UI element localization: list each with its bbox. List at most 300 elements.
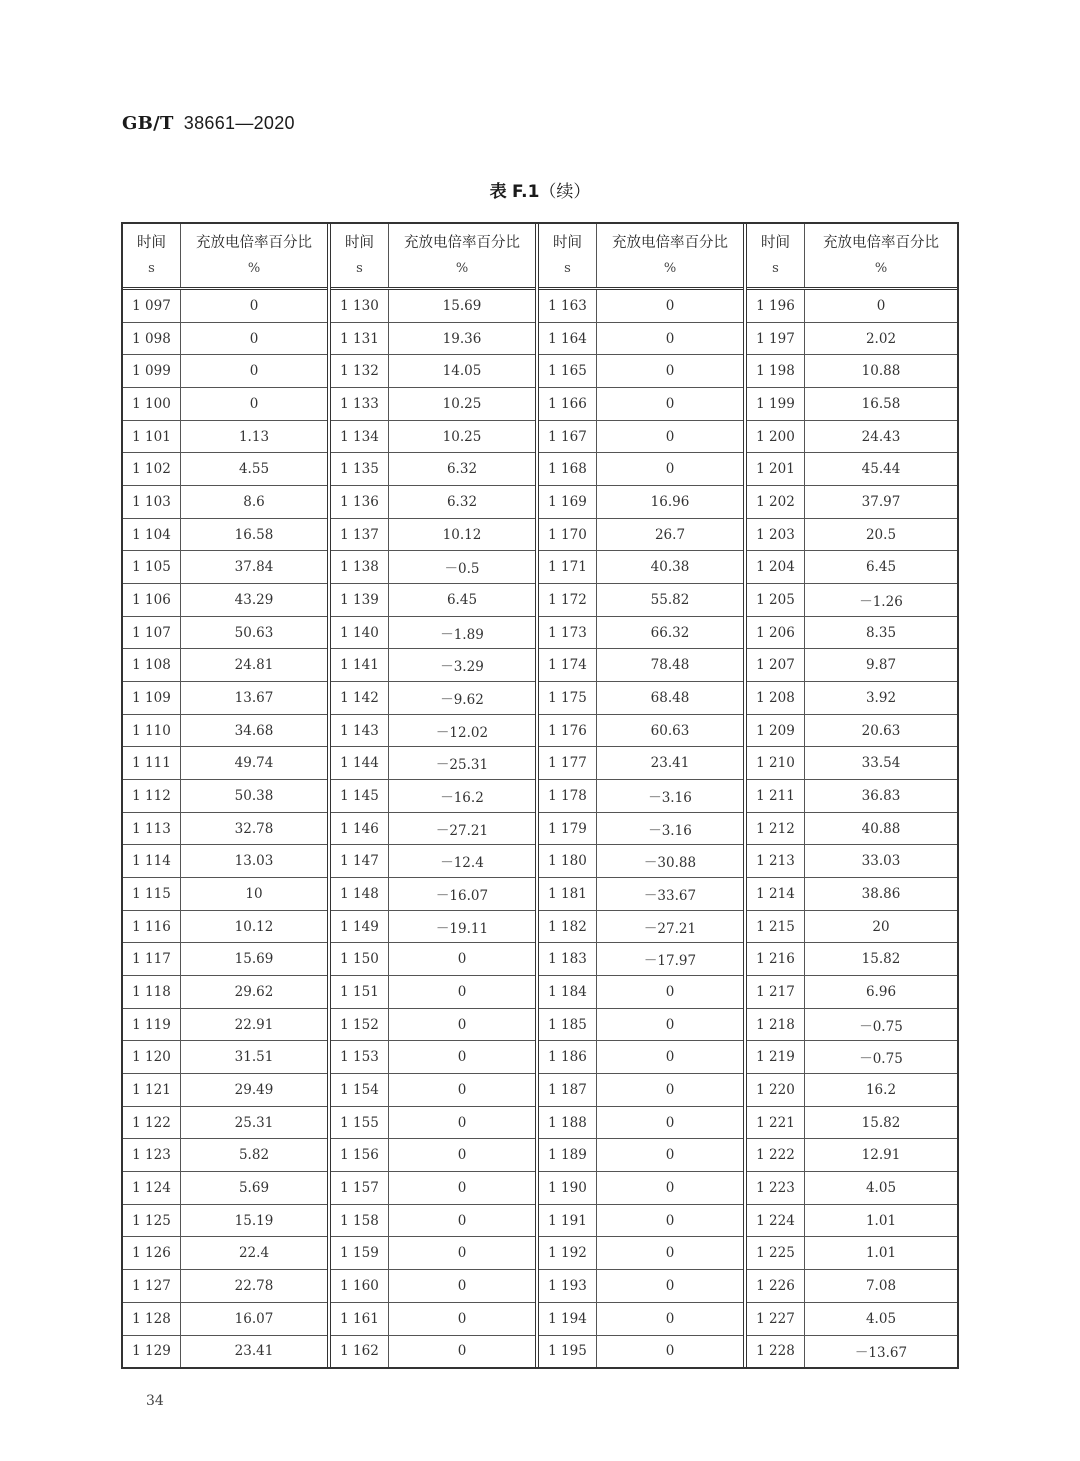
- time-header-label: 时间: [553, 234, 582, 251]
- table-row: [539, 290, 743, 323]
- table-row: [331, 1303, 535, 1336]
- time-cell: 1 158: [331, 1205, 389, 1237]
- column-group-4: [747, 224, 957, 1367]
- rate-cell: 0: [457, 1212, 467, 1229]
- rate-cell: －12.4: [440, 855, 484, 872]
- standard-code: GB/T: [122, 113, 174, 134]
- time-cell: 1 148: [331, 878, 389, 910]
- table-row: [539, 1009, 743, 1042]
- table-row: [747, 813, 957, 846]
- time-cell: 1 227: [747, 1303, 805, 1335]
- rate-cell: 49.74: [234, 755, 274, 772]
- rate-cell: 0: [665, 428, 675, 445]
- table-row: [331, 388, 535, 421]
- column-group-2: [331, 224, 539, 1367]
- rate-cell: 60.63: [650, 722, 690, 739]
- rate-cell: 0: [457, 1310, 467, 1327]
- rate-cell: －0.5: [444, 561, 480, 578]
- time-cell: 1 157: [331, 1172, 389, 1204]
- time-cell: 1 194: [539, 1303, 597, 1335]
- table-row: [331, 911, 535, 944]
- rate-cell: 0: [457, 1277, 467, 1294]
- time-cell: 1 154: [331, 1074, 389, 1106]
- rate-cell: －19.11: [435, 920, 489, 937]
- caption-label: 表: [489, 182, 507, 202]
- table-row: [123, 1172, 327, 1205]
- table-row: [123, 878, 327, 911]
- table-row: [747, 1205, 957, 1238]
- rate-cell: 0: [665, 1114, 675, 1131]
- time-cell: 1 187: [539, 1074, 597, 1106]
- time-cell: 1 169: [539, 486, 597, 518]
- time-cell: 1 171: [539, 551, 597, 583]
- time-cell: 1 110: [123, 715, 181, 747]
- rate-column-header: [181, 224, 327, 287]
- table-caption: [0, 177, 1080, 202]
- table-row: [539, 617, 743, 650]
- rate-cell: －1.26: [859, 593, 903, 610]
- table-row: [747, 1139, 957, 1172]
- table-row: [747, 715, 957, 748]
- rate-cell: －25.31: [435, 757, 489, 774]
- table-row: [539, 976, 743, 1009]
- rate-cell: 15.69: [234, 951, 274, 968]
- time-cell: 1 179: [539, 813, 597, 845]
- time-cell: 1 224: [747, 1205, 805, 1237]
- time-cell: 1 222: [747, 1139, 805, 1171]
- table-row: [331, 584, 535, 617]
- rate-cell: 40.88: [861, 820, 901, 837]
- table-row: [747, 1041, 957, 1074]
- time-cell: 1 207: [747, 649, 805, 681]
- time-cell: 1 211: [747, 780, 805, 812]
- time-cell: 1 216: [747, 943, 805, 975]
- table-row: [747, 421, 957, 454]
- table-row: [539, 421, 743, 454]
- table-row: [747, 911, 957, 944]
- table-row: [331, 355, 535, 388]
- time-cell: 1 149: [331, 911, 389, 943]
- rate-cell: 37.97: [861, 493, 901, 510]
- rate-cell: 10.12: [234, 918, 274, 935]
- table-row: [539, 1270, 743, 1303]
- rate-cell: －30.88: [643, 855, 697, 872]
- rate-cell: 0: [457, 1016, 467, 1033]
- rate-cell: 66.32: [650, 624, 690, 641]
- rate-cell: 37.84: [234, 559, 274, 576]
- rate-cell: 20.5: [865, 526, 897, 543]
- rate-cell: 0: [665, 330, 675, 347]
- time-cell: 1 202: [747, 486, 805, 518]
- rate-cell: 0: [665, 1179, 675, 1196]
- time-cell: 1 118: [123, 976, 181, 1008]
- table-header-row: [747, 224, 957, 290]
- time-cell: 1 112: [123, 780, 181, 812]
- time-cell: 1 209: [747, 715, 805, 747]
- table-row: [331, 1172, 535, 1205]
- time-cell: 1 129: [123, 1336, 181, 1368]
- table-row: [331, 813, 535, 846]
- rate-cell: 0: [249, 363, 259, 380]
- time-cell: 1 180: [539, 845, 597, 877]
- table-row: [123, 584, 327, 617]
- rate-cell: 0: [665, 1277, 675, 1294]
- time-cell: 1 220: [747, 1074, 805, 1106]
- rate-cell: 34.68: [234, 722, 274, 739]
- time-cell: 1 162: [331, 1336, 389, 1368]
- time-cell: 1 153: [331, 1041, 389, 1073]
- rate-header-unit: %: [663, 260, 677, 276]
- table-row: [747, 976, 957, 1009]
- rate-cell: 23.41: [650, 755, 690, 772]
- time-cell: 1 131: [331, 323, 389, 355]
- table-row: [747, 649, 957, 682]
- time-header-unit: s: [356, 260, 363, 276]
- table-row: [331, 878, 535, 911]
- rate-cell: 9.87: [865, 657, 897, 674]
- rate-cell: 14.05: [442, 363, 482, 380]
- rate-cell: 0: [249, 395, 259, 412]
- time-cell: 1 122: [123, 1107, 181, 1139]
- time-column-header: [539, 224, 597, 287]
- time-cell: 1 225: [747, 1237, 805, 1269]
- time-cell: 1 177: [539, 747, 597, 779]
- time-cell: 1 221: [747, 1107, 805, 1139]
- page-number: 34: [146, 1393, 164, 1409]
- rate-header-unit: %: [874, 260, 888, 276]
- rate-cell: －16.2: [440, 789, 484, 806]
- time-cell: 1 126: [123, 1237, 181, 1269]
- rate-cell: 10: [245, 885, 263, 902]
- time-cell: 1 117: [123, 943, 181, 975]
- time-cell: 1 191: [539, 1205, 597, 1237]
- rate-cell: 1.01: [865, 1245, 897, 1262]
- table-row: [747, 747, 957, 780]
- rate-cell: 0: [457, 1179, 467, 1196]
- rate-header-unit: %: [455, 260, 469, 276]
- rate-cell: 6.32: [446, 461, 478, 478]
- table-row: [123, 1074, 327, 1107]
- rate-cell: －9.62: [440, 691, 484, 708]
- rate-cell: 0: [249, 297, 259, 314]
- table-row: [539, 813, 743, 846]
- table-row: [539, 1107, 743, 1140]
- rate-cell: 22.78: [234, 1277, 274, 1294]
- time-cell: 1 134: [331, 421, 389, 453]
- table-row: [331, 453, 535, 486]
- rate-cell: 10.25: [442, 395, 482, 412]
- time-cell: 1 184: [539, 976, 597, 1008]
- time-cell: 1 116: [123, 911, 181, 943]
- time-cell: 1 139: [331, 584, 389, 616]
- time-cell: 1 215: [747, 911, 805, 943]
- table-row: [331, 780, 535, 813]
- rate-cell: 24.43: [861, 428, 901, 445]
- table-row: [331, 1270, 535, 1303]
- rate-cell: 7.08: [865, 1277, 897, 1294]
- time-cell: 1 114: [123, 845, 181, 877]
- time-cell: 1 181: [539, 878, 597, 910]
- time-cell: 1 101: [123, 421, 181, 453]
- rate-cell: －13.67: [854, 1345, 908, 1362]
- rate-cell: －16.07: [435, 887, 489, 904]
- table-row: [123, 323, 327, 356]
- rate-cell: 10.25: [442, 428, 482, 445]
- time-cell: 1 192: [539, 1237, 597, 1269]
- rate-cell: 0: [457, 1147, 467, 1164]
- time-cell: 1 183: [539, 943, 597, 975]
- rate-header-unit: %: [247, 260, 261, 276]
- rate-cell: 16.07: [234, 1310, 274, 1327]
- table-row: [123, 388, 327, 421]
- time-cell: 1 172: [539, 584, 597, 616]
- time-cell: 1 137: [331, 519, 389, 551]
- time-cell: 1 130: [331, 290, 389, 322]
- time-cell: 1 119: [123, 1009, 181, 1041]
- time-cell: 1 097: [123, 290, 181, 322]
- time-cell: 1 210: [747, 747, 805, 779]
- rate-cell: 22.91: [234, 1016, 274, 1033]
- table-row: [747, 290, 957, 323]
- table-row: [539, 715, 743, 748]
- table-row: [539, 388, 743, 421]
- time-cell: 1 196: [747, 290, 805, 322]
- rate-cell: 26.7: [654, 526, 686, 543]
- time-cell: 1 121: [123, 1074, 181, 1106]
- table-row: [123, 682, 327, 715]
- time-cell: 1 213: [747, 845, 805, 877]
- table-row: [331, 1237, 535, 1270]
- rate-cell: 0: [665, 1212, 675, 1229]
- time-cell: 1 150: [331, 943, 389, 975]
- rate-cell: 16.58: [861, 395, 901, 412]
- time-header-label: 时间: [137, 234, 166, 251]
- time-cell: 1 186: [539, 1041, 597, 1073]
- time-cell: 1 193: [539, 1270, 597, 1302]
- rate-cell: 16.2: [865, 1081, 897, 1098]
- table-row: [539, 649, 743, 682]
- time-cell: 1 228: [747, 1336, 805, 1368]
- time-cell: 1 188: [539, 1107, 597, 1139]
- rate-cell: 1.13: [238, 428, 270, 445]
- rate-cell: 0: [876, 297, 886, 314]
- table-header-row: [331, 224, 535, 290]
- rate-cell: 0: [457, 951, 467, 968]
- table-row: [123, 519, 327, 552]
- rate-column-header: [805, 224, 957, 287]
- table-row: [331, 617, 535, 650]
- rate-cell: 23.41: [234, 1343, 274, 1360]
- table-row: [747, 1074, 957, 1107]
- rate-cell: 45.44: [861, 461, 901, 478]
- time-cell: 1 178: [539, 780, 597, 812]
- rate-cell: 4.05: [865, 1310, 897, 1327]
- rate-cell: －0.75: [859, 1051, 903, 1068]
- rate-header-label: 充放电倍率百分比: [612, 234, 728, 251]
- rate-cell: －27.21: [643, 920, 697, 937]
- rate-cell: 6.45: [865, 559, 897, 576]
- time-cell: 1 103: [123, 486, 181, 518]
- table-row: [747, 1009, 957, 1042]
- time-cell: 1 105: [123, 551, 181, 583]
- table-row: [123, 976, 327, 1009]
- caption-suffix: （续）: [539, 182, 591, 202]
- table-row: [539, 911, 743, 944]
- time-cell: 1 205: [747, 584, 805, 616]
- time-cell: 1 143: [331, 715, 389, 747]
- time-cell: 1 125: [123, 1205, 181, 1237]
- time-cell: 1 115: [123, 878, 181, 910]
- time-cell: 1 185: [539, 1009, 597, 1041]
- rate-cell: －27.21: [435, 822, 489, 839]
- time-cell: 1 156: [331, 1139, 389, 1171]
- time-cell: 1 201: [747, 453, 805, 485]
- time-cell: 1 128: [123, 1303, 181, 1335]
- rate-cell: 33.03: [861, 853, 901, 870]
- table-row: [331, 1107, 535, 1140]
- table-row: [747, 486, 957, 519]
- time-header-unit: s: [148, 260, 155, 276]
- standard-number: 38661—2020: [183, 113, 295, 133]
- time-cell: 1 199: [747, 388, 805, 420]
- table-row: [123, 1139, 327, 1172]
- rate-cell: －3.16: [648, 789, 692, 806]
- table-row: [123, 747, 327, 780]
- rate-cell: 33.54: [861, 755, 901, 772]
- table-row: [331, 682, 535, 715]
- time-cell: 1 151: [331, 976, 389, 1008]
- table-row: [747, 943, 957, 976]
- rate-cell: 0: [665, 1016, 675, 1033]
- time-cell: 1 218: [747, 1009, 805, 1041]
- table-row: [539, 1074, 743, 1107]
- time-cell: 1 145: [331, 780, 389, 812]
- table-row: [747, 617, 957, 650]
- rate-cell: 5.82: [238, 1147, 270, 1164]
- time-cell: 1 212: [747, 813, 805, 845]
- time-header-label: 时间: [345, 234, 374, 251]
- rate-cell: 6.96: [865, 983, 897, 1000]
- table-row: [123, 649, 327, 682]
- time-cell: 1 208: [747, 682, 805, 714]
- rate-cell: 0: [665, 1245, 675, 1262]
- table-row: [331, 323, 535, 356]
- time-cell: 1 107: [123, 617, 181, 649]
- time-cell: 1 176: [539, 715, 597, 747]
- rate-cell: 50.63: [234, 624, 274, 641]
- rate-cell: 15.19: [234, 1212, 274, 1229]
- table-row: [747, 519, 957, 552]
- time-cell: 1 173: [539, 617, 597, 649]
- rate-cell: 0: [665, 983, 675, 1000]
- table-row: [747, 878, 957, 911]
- time-header-label: 时间: [761, 234, 790, 251]
- table-header-row: [123, 224, 327, 290]
- table-row: [539, 551, 743, 584]
- document-header: [122, 113, 295, 134]
- rate-header-label: 充放电倍率百分比: [823, 234, 939, 251]
- table-row: [747, 323, 957, 356]
- rate-cell: 1.01: [865, 1212, 897, 1229]
- time-cell: 1 182: [539, 911, 597, 943]
- table-row: [747, 1336, 957, 1368]
- rate-cell: －1.89: [440, 626, 484, 643]
- table-row: [123, 1336, 327, 1368]
- table-row: [539, 1139, 743, 1172]
- rate-cell: 20: [872, 918, 890, 935]
- table-row: [539, 1172, 743, 1205]
- time-cell: 1 206: [747, 617, 805, 649]
- table-row: [331, 747, 535, 780]
- rate-cell: 32.78: [234, 820, 274, 837]
- table-row: [539, 682, 743, 715]
- column-group-3: [539, 224, 747, 1367]
- rate-cell: 4.55: [238, 461, 270, 478]
- time-cell: 1 136: [331, 486, 389, 518]
- table-row: [747, 1303, 957, 1336]
- rate-cell: 50.38: [234, 787, 274, 804]
- table-row: [123, 453, 327, 486]
- time-cell: 1 123: [123, 1139, 181, 1171]
- time-cell: 1 099: [123, 355, 181, 387]
- rate-cell: 0: [457, 1245, 467, 1262]
- rate-cell: 0: [665, 297, 675, 314]
- rate-cell: 55.82: [650, 591, 690, 608]
- table-row: [747, 780, 957, 813]
- rate-cell: 38.86: [861, 885, 901, 902]
- time-cell: 1 161: [331, 1303, 389, 1335]
- table-row: [747, 845, 957, 878]
- table-row: [123, 1205, 327, 1238]
- rate-cell: 40.38: [650, 559, 690, 576]
- time-cell: 1 111: [123, 747, 181, 779]
- rate-cell: 8.35: [865, 624, 897, 641]
- table-row: [539, 355, 743, 388]
- table-row: [539, 453, 743, 486]
- time-cell: 1 197: [747, 323, 805, 355]
- rate-cell: 3.92: [865, 689, 897, 706]
- time-cell: 1 204: [747, 551, 805, 583]
- time-cell: 1 164: [539, 323, 597, 355]
- table-row: [539, 780, 743, 813]
- time-cell: 1 141: [331, 649, 389, 681]
- rate-column-header: [389, 224, 535, 287]
- table-row: [747, 1172, 957, 1205]
- time-column-header: [747, 224, 805, 287]
- time-cell: 1 165: [539, 355, 597, 387]
- rate-cell: －3.29: [440, 659, 484, 676]
- rate-cell: 36.83: [861, 787, 901, 804]
- rate-cell: 0: [665, 1147, 675, 1164]
- rate-cell: 78.48: [650, 657, 690, 674]
- table-row: [123, 1303, 327, 1336]
- table-row: [539, 1336, 743, 1368]
- caption-table-no: F.1: [512, 182, 540, 202]
- time-cell: 1 138: [331, 551, 389, 583]
- time-cell: 1 203: [747, 519, 805, 551]
- rate-cell: 31.51: [234, 1049, 274, 1066]
- time-cell: 1 198: [747, 355, 805, 387]
- table-row: [123, 421, 327, 454]
- table-row: [539, 584, 743, 617]
- rate-cell: 29.49: [234, 1081, 274, 1098]
- rate-cell: 24.81: [234, 657, 274, 674]
- time-cell: 1 147: [331, 845, 389, 877]
- rate-header-label: 充放电倍率百分比: [196, 234, 312, 251]
- time-cell: 1 120: [123, 1041, 181, 1073]
- table-row: [331, 1041, 535, 1074]
- rate-cell: －33.67: [643, 887, 697, 904]
